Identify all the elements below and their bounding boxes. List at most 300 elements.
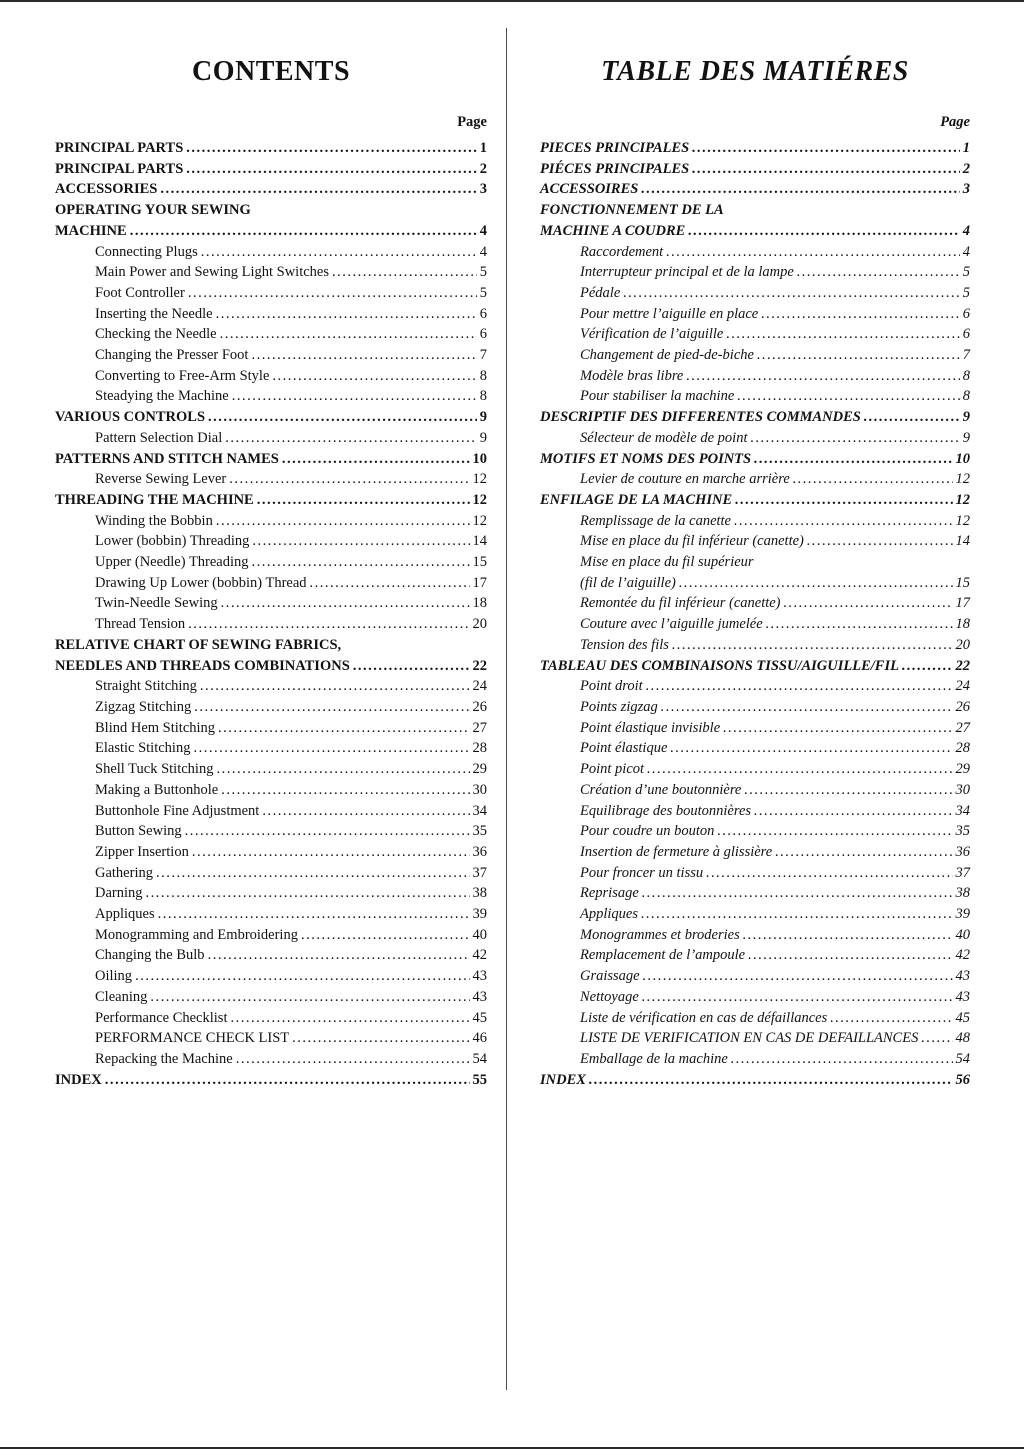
toc-entry [540,593,970,614]
toc-entry-label: Graissage [580,968,640,985]
toc-entry-label: Reverse Sewing Lever [95,471,227,488]
toc-entry [55,221,487,242]
toc-entry [55,593,487,614]
toc-entry-page: 54 [955,1050,970,1067]
toc-entry [55,262,487,283]
toc-entry [55,656,487,677]
toc-entry [540,656,970,677]
toc-dot-leader [221,593,470,614]
toc-entry [55,242,487,263]
toc-entry-label: INDEX [55,1071,102,1088]
toc-dot-leader [310,573,470,594]
toc-entry [55,366,487,387]
toc-entry-label: Interrupteur principal et de la lampe [580,264,794,281]
toc-dot-leader [717,821,952,842]
toc-entry-page: 43 [955,988,970,1005]
toc-entry-page: 14 [472,533,487,550]
toc-entry-label: Raccordement [580,243,664,260]
toc-entry-page: 27 [955,719,970,736]
toc-entry-label: Pattern Selection Dial [95,429,223,446]
toc-entry [540,324,970,345]
toc-entry-label: Changement de pied-de-biche [580,347,754,364]
toc-entry-page: 20 [955,636,970,653]
toc-dot-leader [902,656,953,677]
toc-dot-leader [775,842,952,863]
toc-entry-page: 27 [472,719,487,736]
toc-entry-page: 5 [962,264,970,281]
toc-entry [55,1028,487,1049]
toc-entry-label: Main Power and Sewing Light Switches [95,264,329,281]
toc-entry-page: 7 [962,347,970,364]
toc-dot-leader [216,511,470,532]
toc-entry [540,428,970,449]
toc-entry [55,386,487,407]
toc-dot-leader [641,179,959,200]
toc-entry-page: 12 [955,491,970,508]
toc-dot-leader [737,386,959,407]
toc-dot-leader [731,1049,953,1070]
contents-title-french: TABLE DES MATIÉRES [601,56,909,87]
toc-entry [55,635,487,656]
toc-dot-leader [192,842,470,863]
toc-entry [55,863,487,884]
toc-entry-page: 9 [962,409,970,426]
toc-entry-page: 4 [962,243,970,260]
toc-dot-leader [200,676,470,697]
toc-entry-label: NEEDLES AND THREADS COMBINATIONS [55,657,350,674]
toc-entry-label: Blind Hem Stitching [95,719,216,736]
toc-entry-label: RELATIVE CHART OF SEWING FABRICS, [55,636,342,653]
toc-entry-label: Oiling [95,968,133,985]
toc-entry [55,283,487,304]
toc-entry-label: Equilibrage des boutonnières [580,802,752,819]
toc-dot-leader [754,449,952,470]
toc-dot-leader [672,635,953,656]
toc-dot-leader [194,697,469,718]
toc-entry-page: 40 [955,926,970,943]
toc-entry [55,676,487,697]
toc-entry [55,179,487,200]
toc-entry-page: 56 [955,1071,970,1088]
toc-entry-page: 46 [472,1030,487,1047]
toc-entry-page: 6 [479,326,487,343]
toc-dot-leader [236,1049,470,1070]
toc-entry-page: 28 [955,740,970,757]
toc-dot-leader [105,1070,470,1091]
toc-dot-leader [158,904,470,925]
toc-dot-leader [784,593,953,614]
toc-entry-page: 14 [955,533,970,550]
toc-entry [540,1070,970,1091]
toc-entry [540,200,970,221]
toc-entry-label: Appliques [580,906,638,923]
toc-entry-label: Steadying the Machine [95,388,229,405]
toc-entry-label: Twin-Needle Sewing [95,595,218,612]
toc-entry-page: 5 [479,284,487,301]
toc-entry [55,883,487,904]
toc-dot-leader [252,531,469,552]
toc-entry-label: Connecting Plugs [95,243,198,260]
toc-dot-leader [156,863,470,884]
toc-dot-leader [661,697,953,718]
toc-entry-label: Changing the Bulb [95,947,205,964]
toc-entry-label: Mise en place du fil supérieur [580,554,754,571]
toc-entry-label: PERFORMANCE CHECK LIST [95,1030,290,1047]
toc-dot-leader [647,759,952,780]
toc-dot-leader [793,469,953,490]
toc-entry-label: Performance Checklist [95,1009,228,1026]
toc-entry-label: Sélecteur de modèle de point [580,429,748,446]
toc-entry [55,138,487,159]
toc-entry-label: Liste de vérification en cas de défaillances [580,1009,828,1026]
toc-entry-label: Pour mettre l’aiguille en place [580,305,759,322]
toc-entry-label: MOTIFS ET NOMS DES POINTS [540,450,752,467]
toc-entry-label: LISTE DE VERIFICATION EN CAS DE DEFAILLANCES [580,1030,919,1047]
toc-entry-label: Emballage de la machine [580,1050,728,1067]
toc-dot-leader [830,1008,952,1029]
toc-entry-page: 42 [472,947,487,964]
toc-entry [540,966,970,987]
toc-entry-label: Lower (bobbin) Threading [95,533,250,550]
toc-entry [55,1070,487,1091]
toc-entry-page: 6 [962,326,970,343]
toc-entry-page: 18 [955,616,970,633]
toc-entry-page: 43 [472,988,487,1005]
toc-dot-leader [135,966,469,987]
toc-entry [540,242,970,263]
toc-dot-leader [301,925,470,946]
toc-entry-page: 12 [955,471,970,488]
toc-entry [540,179,970,200]
toc-entry [55,159,487,180]
toc-entry-label: THREADING THE MACHINE [55,491,254,508]
toc-entry [540,386,970,407]
toc-entry-label: Repacking the Machine [95,1050,233,1067]
toc-dot-leader [130,221,477,242]
toc-dot-leader [251,345,476,366]
toc-entry [55,801,487,822]
toc-entry-label: TABLEAU DES COMBINAISONS TISSU/AIGUILLE/FIL [540,657,899,674]
toc-entry-page: 8 [962,367,970,384]
toc-entry [55,490,487,511]
toc-dot-leader [332,262,477,283]
toc-entry [55,304,487,325]
toc-entry [55,552,487,573]
toc-entry-label: Shell Tuck Stitching [95,761,214,778]
toc-entry [55,842,487,863]
toc-entry [55,738,487,759]
toc-entry [55,925,487,946]
toc-entry [540,718,970,739]
toc-dot-leader [921,1028,952,1049]
toc-entry-label: Point élastique invisible [580,719,721,736]
toc-entry-page: 17 [472,574,487,591]
toc-entry-label: Straight Stitching [95,678,197,695]
toc-entry [55,407,487,428]
toc-entry [55,904,487,925]
toc-entry [540,138,970,159]
toc-entry-page: 2 [962,160,970,177]
toc-entry-label: Zipper Insertion [95,843,189,860]
toc-entry-label: Pour stabiliser la machine [580,388,735,405]
toc-entry-label: Winding the Bobbin [95,512,213,529]
toc-dot-leader [706,863,952,884]
toc-entry [540,697,970,718]
toc-entry-page: 4 [962,222,970,239]
toc-entry [540,801,970,822]
toc-dot-leader [807,531,953,552]
toc-entry-page: 30 [472,781,487,798]
toc-dot-leader [208,945,470,966]
toc-entry-page: 8 [962,388,970,405]
toc-entry-page: 22 [472,657,487,674]
toc-entry-page: 54 [472,1050,487,1067]
toc-entry [55,821,487,842]
toc-entry-label: ENFILAGE DE LA MACHINE [540,491,733,508]
toc-dot-leader [160,179,476,200]
toc-entry-label: Mise en place du fil inférieur (canette) [580,533,804,550]
toc-entry-page: 4 [479,222,487,239]
toc-entry [55,966,487,987]
column-divider [506,28,507,1390]
page-column-header-english: Page [457,114,487,130]
toc-entry-page: 43 [955,968,970,985]
contents-title-english: CONTENTS [191,56,351,87]
toc-entry-page: 10 [472,450,487,467]
toc-entry [55,511,487,532]
toc-entry-page: 17 [955,595,970,612]
toc-entry [540,262,970,283]
toc-entry-page: 22 [955,657,970,674]
toc-entry-page: 12 [472,512,487,529]
toc-entry-page: 3 [962,181,970,198]
toc-dot-leader [146,883,470,904]
toc-entry [55,759,487,780]
toc-entry [55,945,487,966]
toc-entry-page: 3 [479,181,487,198]
toc-entry-label: Modèle bras libre [580,367,684,384]
toc-entry [540,283,970,304]
contents-column-french [540,0,970,1090]
toc-entry-page: 1 [962,140,970,156]
toc-entry [540,1008,970,1029]
toc-entry-label: Nettoyage [580,988,639,1005]
toc-entry-label: Drawing Up Lower (bobbin) Thread [95,574,307,591]
toc-dot-leader [641,904,953,925]
toc-entry-page: 35 [472,823,487,840]
toc-entry-label: Gathering [95,864,153,881]
toc-dot-leader [761,304,960,325]
toc-entry-label: MACHINE [55,222,127,239]
toc-entry-label: Reprisage [580,885,639,902]
toc-entry-page: 36 [472,843,487,860]
toc-entry-label: Zigzag Stitching [95,698,192,715]
toc-dot-leader [208,407,477,428]
toc-dot-leader [220,324,477,345]
toc-dot-leader [757,345,960,366]
toc-entry-page: 26 [955,698,970,715]
toc-entry [55,469,487,490]
toc-entry-label: OPERATING YOUR SEWING [55,202,251,219]
toc-entry-page: 6 [962,305,970,322]
toc-entry [540,469,970,490]
contents-column-english [55,0,487,1090]
toc-entry [55,1049,487,1070]
toc-dot-leader [225,428,477,449]
toc-entry [540,863,970,884]
toc-entry-page: 5 [479,264,487,281]
toc-entry [540,449,970,470]
toc-entry-label: MACHINE A COUDRE [540,222,686,239]
toc-entry [540,366,970,387]
toc-entry-page: 12 [955,512,970,529]
toc-dot-leader [744,780,952,801]
toc-entry-label: Pour coudre un bouton [580,823,715,840]
toc-dot-leader [726,324,959,345]
toc-entry [55,449,487,470]
toc-entry-label: Making a Buttonhole [95,781,219,798]
toc-entry-label: Remontée du fil inférieur (canette) [580,595,781,612]
toc-entry [540,345,970,366]
toc-dot-leader [272,366,476,387]
toc-dot-leader [623,283,959,304]
toc-entry-page: 37 [472,864,487,881]
toc-entry-label: Foot Controller [95,284,185,301]
toc-entry-label: PIÉCES PRINCIPALES [540,160,690,177]
toc-entry-label: Thread Tension [95,616,186,633]
toc-entry-page: 18 [472,595,487,612]
toc-dot-leader [748,945,952,966]
toc-entry-page: 9 [479,429,487,446]
toc-entry [540,759,970,780]
toc-entry-page: 5 [962,284,970,301]
toc-list-english [55,138,487,1090]
toc-entry-label: INDEX [540,1071,586,1088]
toc-entry [55,345,487,366]
toc-entry-page: 9 [479,409,487,426]
toc-entry-page: 9 [962,429,970,446]
toc-entry-label: (fil de l’aiguille) [580,574,676,591]
toc-entry-label: DESCRIPTIF DES DIFFERENTES COMMANDES [540,409,861,426]
toc-entry-page: 45 [472,1009,487,1026]
toc-dot-leader [797,262,960,283]
toc-dot-leader [666,242,960,263]
toc-dot-leader [688,221,959,242]
toc-entry [540,842,970,863]
toc-entry [540,614,970,635]
toc-entry-page: 4 [479,243,487,260]
toc-entry-label: Levier de couture en marche arrière [580,471,790,488]
toc-entry-label: Monogramming and Embroidering [95,926,298,943]
toc-entry [55,614,487,635]
toc-entry-label: Point picot [580,761,645,778]
toc-dot-leader [229,469,469,490]
toc-entry-page: 45 [955,1009,970,1026]
toc-dot-leader [230,1008,469,1029]
toc-entry [540,304,970,325]
toc-entry [540,552,970,573]
toc-dot-leader [589,1070,953,1091]
toc-entry-label: Pour froncer un tissu [580,864,704,881]
toc-entry [540,573,970,594]
toc-dot-leader [353,656,470,677]
toc-entry-page: 6 [479,305,487,322]
toc-entry-label: Converting to Free-Arm Style [95,367,270,384]
toc-entry [55,324,487,345]
toc-dot-leader [864,407,960,428]
toc-entry-page: 55 [472,1071,487,1088]
toc-entry-label: ACCESSORIES [55,181,158,198]
toc-entry-label: Button Sewing [95,823,182,840]
toc-entry-label: Checking the Needle [95,326,217,343]
toc-entry-label: PRINCIPAL PARTS [55,140,184,156]
toc-dot-leader [766,614,953,635]
toc-entry-page: 1 [479,140,487,156]
toc-dot-leader [646,676,953,697]
toc-entry-page: 24 [472,678,487,695]
toc-entry-page: 15 [955,574,970,591]
toc-entry [55,200,487,221]
toc-entry-label: Point élastique [580,740,668,757]
toc-entry [540,738,970,759]
toc-entry [540,821,970,842]
toc-dot-leader [150,987,469,1008]
toc-entry-label: Point droit [580,678,643,695]
toc-entry [55,1008,487,1029]
toc-dot-leader [282,449,470,470]
toc-entry [540,159,970,180]
toc-entry [55,780,487,801]
toc-entry-page: 12 [472,471,487,488]
toc-entry-page: 42 [955,947,970,964]
toc-entry [55,531,487,552]
toc-entry-label: FONCTIONNEMENT DE LA [540,202,724,219]
toc-dot-leader [670,738,952,759]
toc-entry-page: 40 [472,926,487,943]
toc-dot-leader [642,883,953,904]
toc-entry-label: Remplacement de l’ampoule [580,947,746,964]
toc-entry [540,987,970,1008]
toc-dot-leader [642,987,953,1008]
toc-entry-label: Upper (Needle) Threading [95,554,249,571]
toc-entry [540,676,970,697]
toc-entry-label: PATTERNS AND STITCH NAMES [55,450,279,467]
toc-dot-leader [692,159,960,180]
toc-entry-label: Buttonhole Fine Adjustment [95,802,260,819]
toc-entry [540,925,970,946]
toc-dot-leader [216,759,469,780]
toc-dot-leader [193,738,469,759]
toc-entry-page: 34 [472,802,487,819]
toc-dot-leader [735,490,952,511]
toc-entry-label: Vérification de l’aiguille [580,326,724,343]
toc-dot-leader [218,718,469,739]
toc-entry-page: 20 [472,616,487,633]
toc-entry [55,718,487,739]
toc-dot-leader [188,614,469,635]
toc-dot-leader [692,138,960,159]
toc-dot-leader [201,242,477,263]
toc-entry [55,987,487,1008]
toc-entry-label: Appliques [95,906,155,923]
toc-entry-label: Elastic Stitching [95,740,191,757]
toc-dot-leader [262,801,469,822]
toc-entry-label: PIECES PRINCIPALES [540,140,690,156]
toc-entry-page: 2 [479,160,487,177]
page-column-header-french: Page [940,114,970,130]
toc-dot-leader [252,552,470,573]
toc-entry [540,635,970,656]
